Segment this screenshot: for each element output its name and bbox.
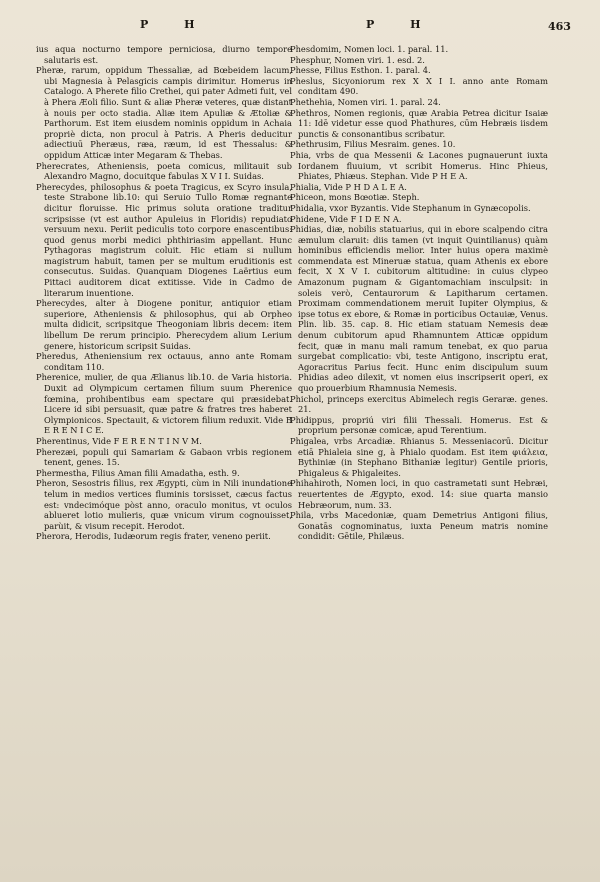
header-right: P H [366, 18, 437, 31]
dictionary-entry: Pheron, Sesostris filius, rex Ægypti, cùm in Nili inundatione telum in medios vertices fluminis torsisset, cæcus factus est: vndecimóque pòst anno, oraculo monitus, vt oculos ablueret lotio mulieris, quæ vnicum virum cognouisset, parùit, & visum recepit. Herodot. [36, 478, 292, 531]
dictionary-entry: Pherentinus, Vide F E R E N T I N V M. [36, 435, 202, 446]
dictionary-entry: Phigalea, vrbs Arcadiæ. Rhianus 5. Messeniacorū. Dicitur etiā Phialeia sine g, à Phialo quodam. Est item φιάλεια, Bythiniæ (in Stephano Bithaniæ legitur) Gentile prioris, Phigaleus & Phigaleites. [290, 435, 548, 478]
dictionary-entry: Phermestha, Filius Aman filii Amadatha, esth. 9. [36, 467, 240, 478]
dictionary-entry: Phesphur, Nomen viri. 1. esd. 2. [290, 54, 425, 65]
dictionary-entry: Phethehia, Nomen viri. 1. paral. 24. [290, 96, 441, 107]
running-header [0, 18, 600, 38]
dictionary-entry: Phihahiroth, Nomen loci, in quo castrametati sunt Hebræi, reuertentes de Ægypto, exod. 14: siue quarta mansio Hebræorum, num. 33. [290, 478, 548, 510]
dictionary-entry: Phiceon, mons Bœotiæ. Steph. [290, 192, 420, 203]
dictionary-entry: Pherecydes, philosophus & poeta Tragicus, ex Scyro insula, teste Strabone lib.10: qui Seruio Tullo Romæ regnante dicitur floruisse. Hic primus soluta oratione traditur scripsisse (vt est author Apuleius in Floridis) repudiato versuum nexu. Periit pediculis toto corpore enascentibus: quod genus morbi medici phthiriasim appellant. Hunc Pythagoras magistrum coluit. Hic etiam si nullum magistrum habuit, tamen per se multum eruditionis est consecutus. Suidas. Quanquam Diogenes Laërtius eum Pittaci auditorem dicat extitisse. Vide in Cadmo de literarum inuentione. [36, 181, 292, 298]
header-left: P H [140, 18, 211, 31]
dictionary-entry: Phila, vrbs Macedoniæ, quam Demetrius Antigoni filius, Gonatās cognominatus, iuxta Peneum matris nomine condidit: Gētile, Philæus. [290, 510, 548, 542]
dictionary-entry: Phialia, Vide P H D A L E A. [290, 181, 407, 192]
dictionary-entry: Pherezæi, populi qui Samariam & Gabaon vrbis regionem tenent, genes. 15. [36, 446, 292, 468]
left-column [36, 44, 292, 542]
dictionary-entry: Pherecrates, Atheniensis, poeta comicus, militauit sub Alexandro Magno, docuitque fabulas X V I I. Suidas. [36, 160, 292, 182]
dictionary-entry: Pherenice, mulier, de qua Ælianus lib.10. de Varia historia. Duxit ad Olympicum certamen filium suum Pherenice fœmina, prohibentibus eam spectare qui præsidebat. Licere id sibi persuasit, quæ patre & fratres tres haberet Olympionicos. Spectauit, & victorem filium reduxit. Vide B E R E N I C E. [36, 372, 292, 436]
dictionary-entry: Pheræ, rarum, oppidum Thessaliæ, ad Bœbeidem lacum, ubi Magnesia à Pelasgicis campis dirimitur. Homerus in Catalogo. A Pherete filio Crethei, qui pater Admeti fuit, vel à Phera Æoli filio. Sunt & aliæ Pheræ veteres, quæ distant à nouis per octo stadia. Aliæ item Apuliæ & Ætoliæ & Parthorum. Est item eiusdem nominis oppidum in Achaia propriè dicta, non procul à Patris. A Pheris deducitur adiectiuū Pheræus, ræa, ræum, id est Thessalus: & oppidum Atticæ inter Megaram & Thebas. [36, 65, 292, 160]
dictionary-entry: Phidalia, vxor Byzantis. Vide Stephanum in Gynæcopolis. [290, 202, 531, 213]
dictionary-entry: Pherecydes, alter à Diogene ponitur, antiquior etiam superiore, Atheniensis & philosophus, qui ab Orpheo multa didicit, scripsitque Theogoniam libris decem: item libellum De rerum principio. Pherecydem alium Lerium genere, historicum scripsit Suidas. [36, 298, 292, 351]
dictionary-entry: Pheslus, Sicyoniorum rex X X I I. anno ante Romam conditam 490. [290, 75, 548, 97]
dictionary-entry: Pherora, Herodis, Iudæorum regis frater, veneno periit. [36, 531, 271, 542]
dictionary-entry: Phichol, princeps exercitus Abimelech regis Geraræ. genes. 21. [290, 393, 548, 415]
dictionary-entry: Phethros, Nomen regionis, quæ Arabia Petrea dicitur Isaiæ 11: Idē videtur esse quod Phathures, cūm Hebræis iisdem punctis & consonantibus scribatur. [290, 107, 548, 139]
right-column [290, 44, 548, 542]
dictionary-entry: Phethrusim, Filius Mesraim. genes. 10. [290, 139, 456, 150]
dictionary-entry: Phesse, Filius Esthon. 1. paral. 4. [290, 65, 431, 76]
dictionary-entry: ius aqua nocturno tempore perniciosa, diurno tempore salutaris est. [36, 44, 292, 65]
dictionary-entry: Phidias, diæ, nobilis statuarius, qui in ebore scalpendo citra æmulum claruit: diis tamen (vt inquit Quintilianus) quàm hominibus efficiendis melior. Inter huius opera maximè commendata est Mineruæ statua, quam Athenis ex ebore fecit, X X V I. cubitorum altitudine: in cuius clypeo Amazonum pugnam & Gigantomachiam insculpsit: in soleis verò, Centaurorum & Lapitharum certamen. Proximam commendationem meruit Iupiter Olympius, & ipse totus ex ebore, & Romæ in porticibus Octauiæ, Venus. Plin. lib. 35. cap. 8. Hic etiam statuam Nemesis deæ denum cubitorum apud Rhamnuntem Atticæ oppidum fecit, quæ in manu mali ramum tenebat, ex quo parua surgebat complicatio: vbi, teste Antigono, inscriptu erat, Agoracritus Parius fecit. Hunc enim discipulum suum Phidias adeo dilexit, vt nomen eius inscripserit operi, ex quo prouerbium Rhamnusia Nemesis. [290, 224, 548, 393]
dictionary-entry: Phesdomim, Nomen loci. 1. paral. 11. [290, 44, 449, 54]
dictionary-entry: Pheredus, Atheniensium rex octauus, anno ante Romam conditam 110. [36, 351, 292, 372]
page-number: 463 [548, 20, 571, 33]
dictionary-entry: Phidippus, propriú viri filii Thessali. Homerus. Est & proprium personæ comicæ, apud Terentium. [290, 414, 548, 436]
dictionary-entry: Phidene, Vide F I D E N A. [290, 213, 402, 224]
dictionary-entry: Phia, vrbs de qua Messenii & Lacones pugnauerunt iuxta Iordanem fluuium, vt scribit Homerus. Hinc Phieus, Phiates, Phiæus. Stephan. Vide P H E A. [290, 149, 548, 182]
